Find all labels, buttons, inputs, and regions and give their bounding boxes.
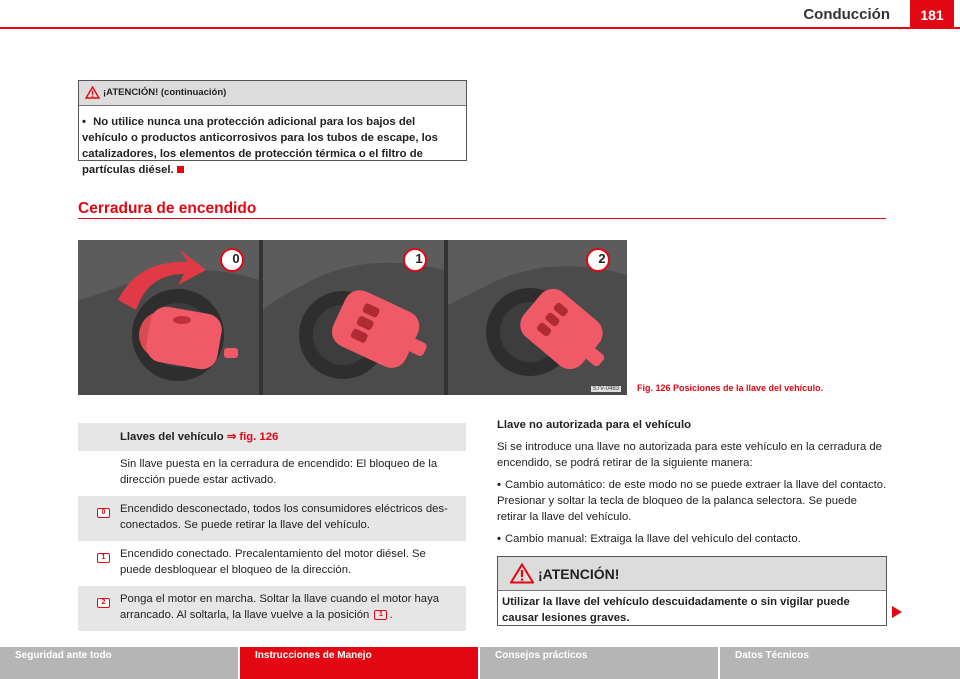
position-label-0: 0 xyxy=(232,251,240,266)
position-0-badge: 0 xyxy=(97,508,110,518)
table-row: Sin llave puesta en la cerradura de encendido: El bloqueo de la dirección puede estar activado. xyxy=(120,458,438,486)
tab-consejos[interactable]: Consejos prácticos xyxy=(480,647,718,679)
warning-triangle-icon xyxy=(85,86,100,99)
ignition-key-figure xyxy=(78,240,627,395)
warning-header xyxy=(498,557,886,591)
key-positions-table xyxy=(78,423,466,631)
position-2-badge: 2 xyxy=(97,598,110,608)
warning-header xyxy=(79,81,466,106)
header-rule xyxy=(0,27,960,29)
warning-box xyxy=(497,556,887,626)
figure-image-id: S7V-0483 xyxy=(592,386,619,392)
continue-arrow-icon xyxy=(892,606,902,618)
bullet-item: • Cambio automático: de este modo no se puede extraer la llave del contacto. Presionar y soltar la tecla de bloqueo de la palanca selectora. Se puede retirar la llave del vehículo. xyxy=(497,479,887,523)
page-number: 181 xyxy=(910,0,954,28)
unauthorized-key-section xyxy=(497,417,887,553)
warning-title: ¡ATENCIÓN! xyxy=(538,566,620,582)
footer-nav xyxy=(0,647,960,679)
end-marker-icon xyxy=(177,166,184,173)
warning-title: ¡ATENCIÓN! (continuación) xyxy=(103,87,227,98)
position-label-1: 1 xyxy=(415,251,423,266)
table-row: 1 Encendido conectado. Precalentamiento del motor diésel. Se puede desbloquear el bloqueo de la dirección. xyxy=(78,541,466,586)
table-row: 0 Encendido desconectado, todos los consumidores eléctricos des-conectados. Se puede retirar la llave del vehículo. xyxy=(78,496,466,541)
bullet-item: • Cambio manual: Extraiga la llave del vehículo del contacto. xyxy=(497,533,801,545)
position-label-2: 2 xyxy=(598,251,606,266)
chapter-title: Conducción xyxy=(803,6,890,23)
figure-caption: Fig. 126 Posiciones de la llave del vehículo. xyxy=(637,383,824,393)
warning-text: • No utilice nunca una protección adicional para los bajos del vehículo o productos anticorrosivos para los tubos de escape, los catalizadores, los elementos de protección térmica o el filtro de partículas diésel. xyxy=(82,116,438,176)
tab-instrucciones[interactable]: Instrucciones de Manejo xyxy=(240,647,478,679)
tab-seguridad[interactable]: Seguridad ante todo xyxy=(0,647,238,679)
tab-datos-tecnicos[interactable]: Datos Técnicos xyxy=(720,647,960,679)
inline-position-badge: 1 xyxy=(374,610,387,620)
figure-reference-link[interactable]: ⇒ fig. 126 xyxy=(226,431,279,443)
position-1-badge: 1 xyxy=(97,553,110,563)
section-title: Cerradura de encendido xyxy=(78,200,257,217)
table-header: Llaves del vehículo ⇒ fig. 126 xyxy=(78,423,466,451)
warning-triangle-icon xyxy=(510,563,534,584)
table-row: 2 Ponga el motor en marcha. Soltar la llave cuando el motor haya arrancado. Al soltarla, la llave vuelve a la posición 1 . xyxy=(78,586,466,631)
warning-text: Utilizar la llave del vehículo descuidadamente o sin vigilar puede causar lesiones graves. xyxy=(502,596,850,624)
section-rule xyxy=(78,218,886,219)
subheading: Llave no autorizada para el vehículo xyxy=(497,419,691,431)
warning-continued-box xyxy=(78,80,467,176)
intro-paragraph: Si se introduce una llave no autorizada para este vehículo en la cerradura de encendido, se podrá retirar de la siguiente manera: xyxy=(497,441,882,469)
